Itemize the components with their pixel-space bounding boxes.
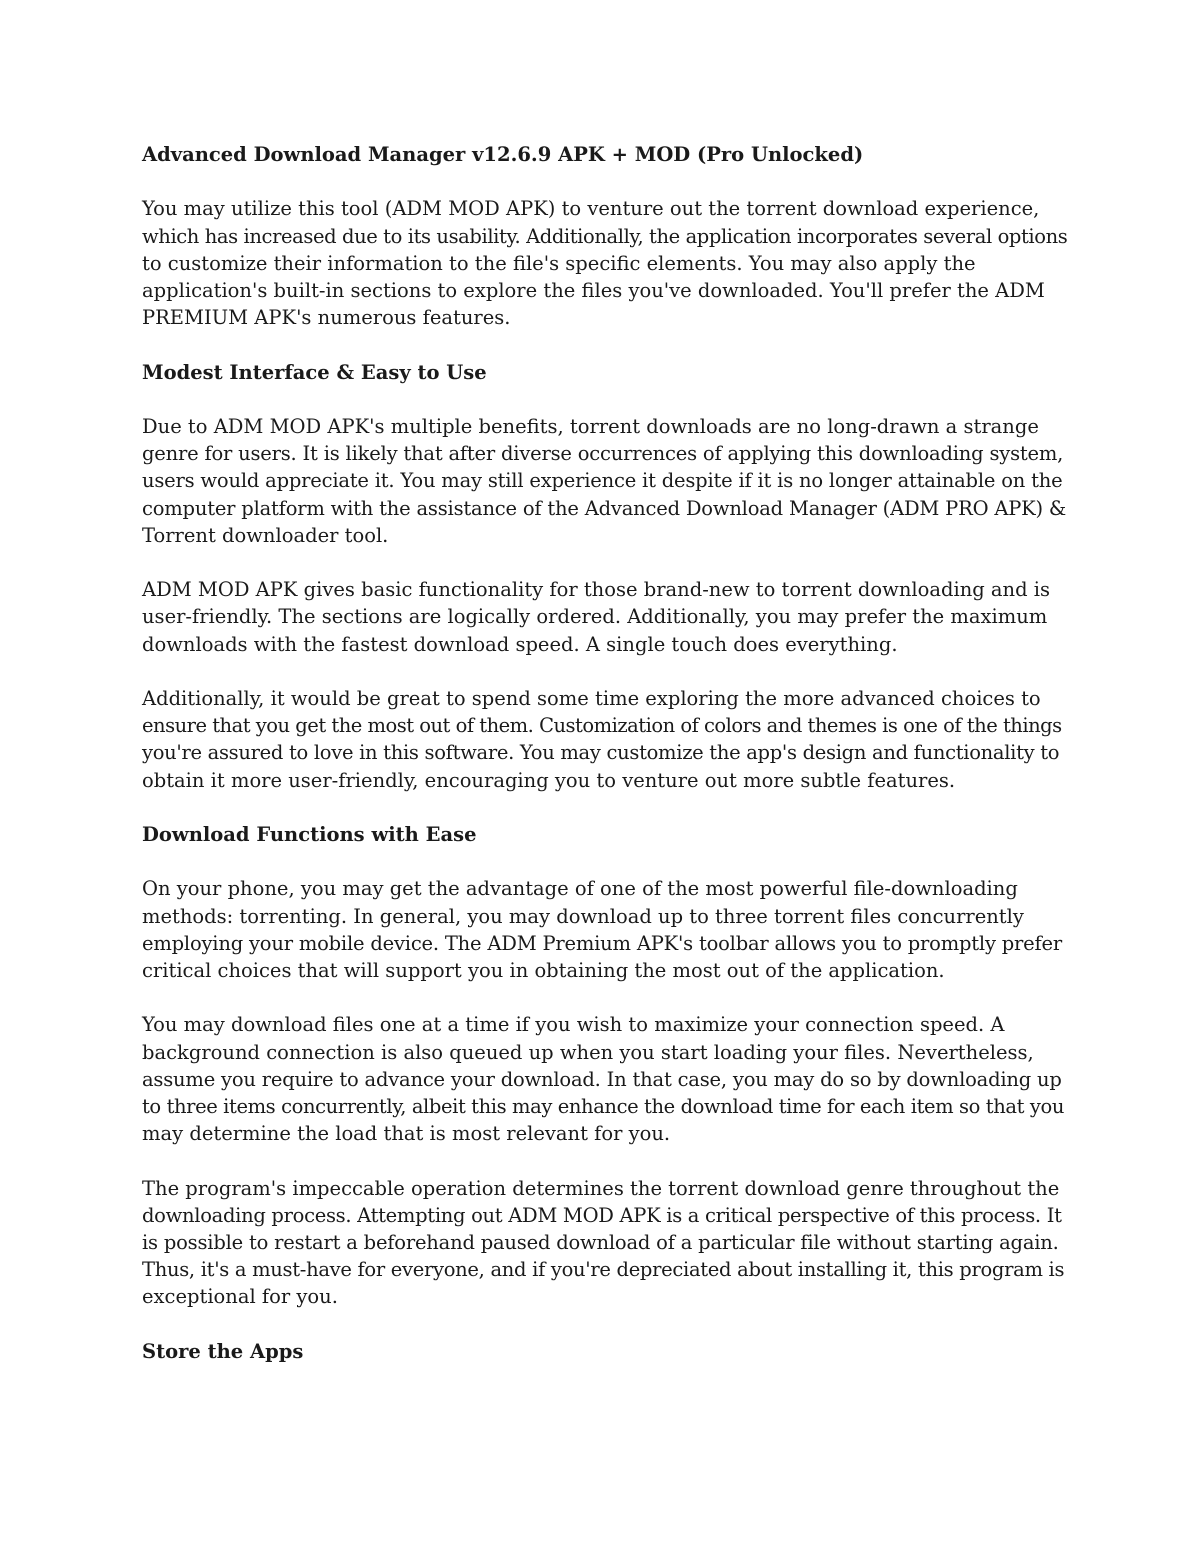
paragraph: [142, 1175, 1067, 1311]
text-line: application's built-in sections to explore the files you've downloaded. You'll prefer the ADM: [142, 279, 1045, 302]
paragraph: [142, 1011, 1067, 1147]
text-line: user-friendly. The sections are logically ordered. Additionally, you may prefer the maximum: [142, 605, 1048, 629]
paragraph: [142, 685, 1067, 794]
text-line: users would appreciate it. You may still experience it despite if it is no longer attainable on the: [142, 469, 1063, 493]
text-line: background connection is also queued up when you start loading your files. Nevertheless,: [142, 1040, 1034, 1064]
text-line: which has increased due to its usability. Additionally, the application incorporates several options: [142, 224, 1068, 248]
text-line: to three items concurrently, albeit this may enhance the download time for each item so that you: [142, 1094, 1064, 1118]
text-line: downloads with the fastest download speed. A single touch does everything.: [142, 632, 898, 656]
section-heading-download-functions: Download Functions with Ease: [142, 822, 477, 846]
text-line: PREMIUM APK's numerous features.: [142, 306, 511, 330]
text-line: exceptional for you.: [142, 1285, 338, 1309]
text-line: genre for users. It is likely that after diverse occurrences of applying this downloading system,: [142, 442, 1064, 466]
text-line: ADM MOD APK gives basic functionality for those brand-new to torrent downloading and is: [142, 578, 1051, 602]
document-body: [142, 141, 1067, 1392]
text-line: you're assured to love in this software. You may customize the app's design and functionality to: [142, 741, 1060, 765]
text-line: You may download files one at a time if you wish to maximize your connection speed. A: [142, 1013, 1005, 1037]
text-line: employing your mobile device. The ADM Premium APK's toolbar allows you to promptly prefer: [142, 931, 1062, 955]
paragraph: [142, 576, 1067, 658]
text-line: Additionally, it would be great to spend some time exploring the more advanced choices to: [142, 686, 1041, 710]
text-line: is possible to restart a beforehand paused download of a particular file without starting again.: [142, 1230, 1059, 1254]
paragraph: [142, 875, 1067, 984]
text-line: methods: torrenting. In general, you may download up to three torrent files concurrently: [142, 904, 1024, 928]
text-line: ensure that you get the most out of them. Customization of colors and themes is one of the things: [142, 714, 1062, 738]
section-heading-store-the-apps: Store the Apps: [142, 1339, 304, 1363]
text-line: assume you require to advance your download. In that case, you may do so by downloading up: [142, 1067, 1062, 1091]
text-line: computer platform with the assistance of the Advanced Download Manager (ADM PRO APK) &: [142, 496, 1067, 520]
intro-paragraph: [142, 195, 1067, 331]
text-line: downloading process. Attempting out ADM MOD APK is a critical perspective of this process. It: [142, 1203, 1062, 1227]
text-line: Thus, it's a must-have for everyone, and if you're depreciated about installing it, this program is: [142, 1258, 1065, 1282]
text-line: obtain it more user-friendly, encouraging you to venture out more subtle features.: [142, 768, 956, 792]
text-line: to customize their information to the file's specific elements. You may also apply the: [142, 251, 976, 275]
text-line: may determine the load that is most relevant for you.: [142, 1122, 671, 1146]
document-title: Advanced Download Manager v12.6.9 APK + MOD (Pro Unlocked): [142, 143, 864, 166]
text-line: On your phone, you may get the advantage of one of the most powerful file-downloading: [142, 877, 1018, 901]
text-line: Due to ADM MOD APK's multiple benefits, torrent downloads are no long-drawn a strange: [142, 414, 1039, 438]
text-line: The program's impeccable operation determines the torrent download genre throughout the: [142, 1176, 1060, 1200]
text-line: critical choices that will support you in obtaining the most out of the application.: [142, 958, 945, 982]
paragraph: [142, 413, 1067, 549]
section-heading-modest-interface: Modest Interface & Easy to Use: [142, 360, 487, 384]
text-line: You may utilize this tool (ADM MOD APK) to venture out the torrent download experience,: [142, 197, 1040, 221]
text-line: Torrent downloader tool.: [142, 523, 389, 547]
